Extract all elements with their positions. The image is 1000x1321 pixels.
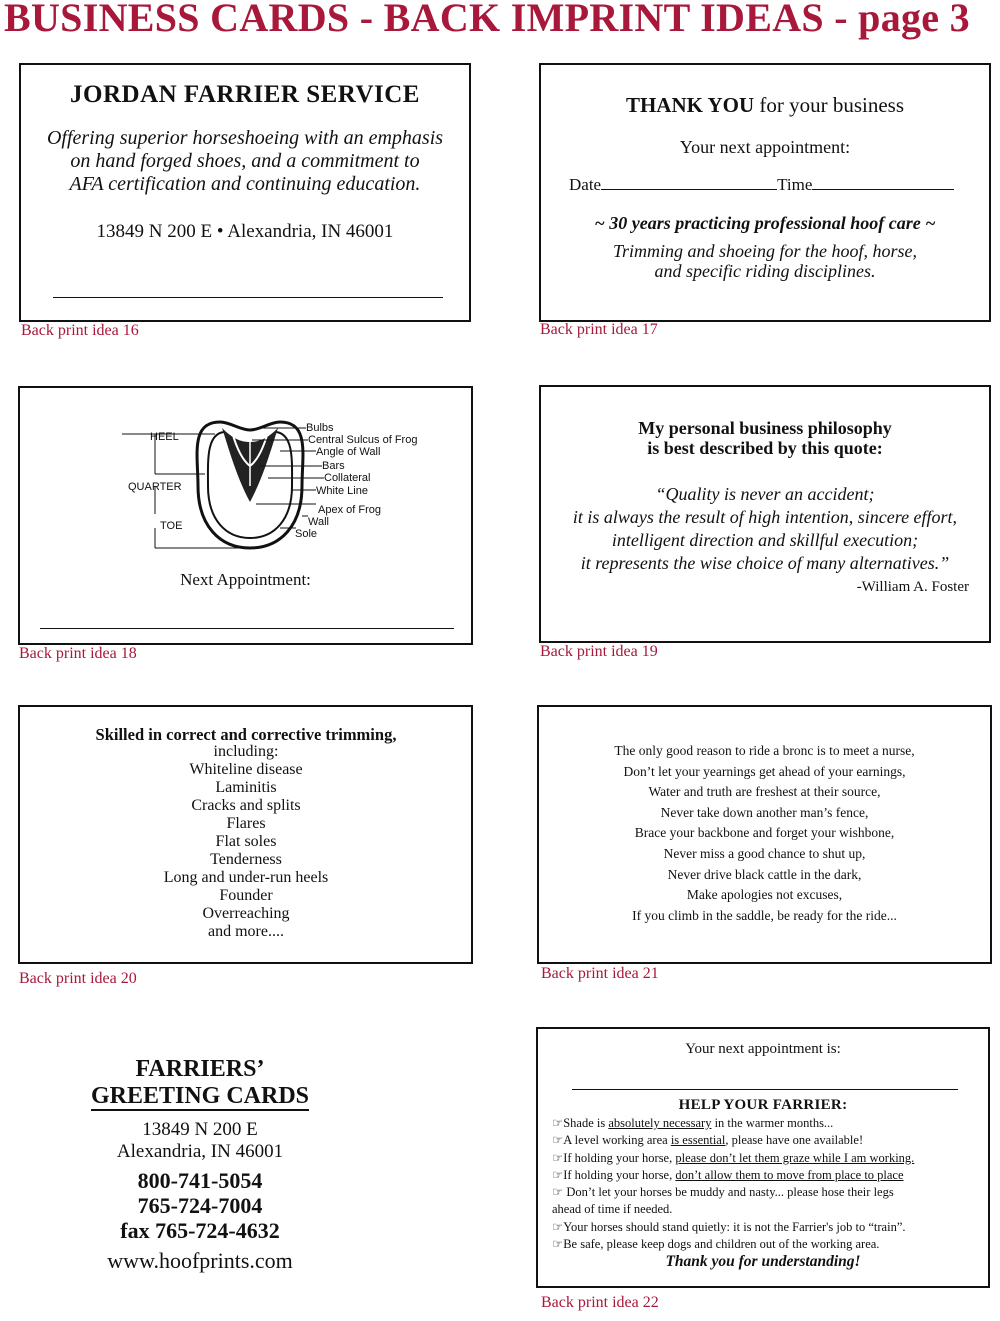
label-sole: Sole bbox=[295, 528, 318, 540]
list-item: Tenderness bbox=[210, 851, 282, 868]
list-item: including: bbox=[213, 743, 279, 760]
list-item: Never take down another man’s fence, bbox=[660, 804, 869, 820]
card-17-years: ~ 30 years practicing professional hoof care ~ bbox=[594, 213, 936, 233]
card-17-thank-you: THANK YOU for your business bbox=[625, 93, 905, 117]
list-item: Founder bbox=[219, 887, 273, 904]
hand-pointer-icon: ☞ bbox=[552, 1167, 564, 1182]
card-22-tips bbox=[552, 1115, 982, 1253]
promo-website: www.hoofprints.com bbox=[107, 1248, 293, 1273]
list-item: Whiteline disease bbox=[189, 761, 303, 778]
caption-idea-17: Back print idea 17 bbox=[540, 321, 658, 338]
list-item: ☞If holding your horse, please don’t let them graze while I am working. bbox=[552, 1150, 915, 1165]
card-18-appointment-line bbox=[40, 628, 454, 629]
label-central-sulcus: Central Sulcus of Frog bbox=[308, 434, 418, 446]
label-wall: Wall bbox=[308, 516, 329, 528]
promo-phones: 800-741-5054 765-724-7004 fax 765-724-4632 bbox=[120, 1168, 280, 1243]
hand-pointer-icon: ☞ bbox=[552, 1150, 564, 1165]
list-item: Flares bbox=[226, 815, 266, 832]
promo-heading: FARRIERS’ GREETING CARDS bbox=[90, 1056, 310, 1109]
list-item: The only good reason to ride a bronc is to meet a nurse, bbox=[614, 743, 915, 758]
label-collateral: Collateral bbox=[324, 472, 371, 484]
card-19-author: -William A. Foster bbox=[856, 579, 969, 595]
list-item: Cracks and splits bbox=[191, 797, 301, 814]
caption-idea-21: Back print idea 21 bbox=[541, 965, 659, 982]
page-title: BUSINESS CARDS - BACK IMPRINT IDEAS - page 3 bbox=[4, 0, 970, 40]
list-item: Laminitis bbox=[215, 779, 277, 796]
card-16-address: 13849 N 200 E • Alexandria, IN 46001 bbox=[96, 221, 394, 242]
list-item: Brace your backbone and forget your wishbone, bbox=[634, 825, 895, 841]
card-idea-19 bbox=[539, 385, 991, 643]
list-item: ☞If holding your horse, don’t allow them to move from place to place bbox=[552, 1167, 904, 1182]
hand-pointer-icon: ☞ bbox=[552, 1133, 564, 1148]
card-idea-21 bbox=[537, 705, 992, 964]
list-item: If you climb in the saddle, be ready for the ride... bbox=[632, 907, 897, 923]
label-white-line: White Line bbox=[316, 485, 368, 497]
list-item: ☞Shade is absolutely necessary in the warmer months... bbox=[552, 1116, 834, 1130]
label-angle-of-wall: Angle of Wall bbox=[316, 446, 381, 458]
label-toe: TOE bbox=[160, 520, 183, 532]
label-bars: Bars bbox=[322, 460, 345, 472]
card-17-trimming: Trimming and shoeing for the hoof, horse, and specific riding disciplines. bbox=[612, 241, 917, 281]
caption-idea-22: Back print idea 22 bbox=[541, 1294, 659, 1311]
card-20-list bbox=[20, 743, 472, 941]
list-item: and more.... bbox=[208, 923, 284, 940]
caption-idea-18: Back print idea 18 bbox=[19, 645, 137, 662]
label-bulbs: Bulbs bbox=[306, 422, 334, 434]
card-20-heading: Skilled in correct and corrective trimming, bbox=[95, 725, 397, 744]
card-16-title: JORDAN FARRIER SERVICE bbox=[70, 81, 420, 108]
card-19-quote: “Quality is never an accident; it is always the result of high intention, sincere effort, intelligent direction and skillful execution; it represents the wise choice of many alternatives.” bbox=[572, 484, 958, 573]
card-17-next-appointment: Your next appointment: bbox=[679, 137, 851, 157]
list-item: Never drive black cattle in the dark, bbox=[667, 866, 862, 882]
card-idea-16 bbox=[19, 63, 471, 322]
hand-pointer-icon: ☞ bbox=[552, 1116, 564, 1130]
hand-pointer-icon: ☞ bbox=[552, 1219, 564, 1234]
caption-idea-16: Back print idea 16 bbox=[21, 322, 139, 339]
caption-idea-20: Back print idea 20 bbox=[19, 970, 137, 987]
card-idea-22 bbox=[536, 1027, 990, 1288]
list-item: Flat soles bbox=[215, 833, 277, 850]
card-19-heading: My personal business philosophy is best described by this quote: bbox=[638, 418, 892, 458]
card-22-thanks: Thank you for understanding! bbox=[665, 1253, 861, 1270]
label-heel: HEEL bbox=[150, 431, 179, 443]
card-21-sayings bbox=[539, 741, 990, 926]
list-item: ahead of time if needed. bbox=[552, 1202, 673, 1217]
card-idea-20 bbox=[18, 705, 473, 964]
list-item: ☞Be safe, please keep dogs and children out of the working area. bbox=[552, 1237, 880, 1252]
list-item: Long and under-run heels bbox=[163, 869, 329, 886]
list-item: ☞A level working area is essential, please have one available! bbox=[552, 1133, 864, 1148]
promo-address: 13849 N 200 E Alexandria, IN 46001 bbox=[116, 1119, 284, 1162]
list-item: Make apologies not excuses, bbox=[686, 887, 843, 903]
card-22-next-appointment: Your next appointment is: bbox=[685, 1041, 841, 1057]
card-22-appointment-line bbox=[572, 1089, 958, 1090]
card-16-description: Offering superior horseshoeing with an emphasis on hand forged shoes, and a commitment to AFA certification and continuing education. bbox=[46, 127, 444, 195]
label-quarter: QUARTER bbox=[128, 481, 182, 493]
list-item: Don’t let your yearnings get ahead of your earnings, bbox=[623, 763, 906, 779]
card-idea-17 bbox=[539, 63, 991, 322]
card-idea-18 bbox=[18, 386, 473, 645]
list-item: Never miss a good chance to shut up, bbox=[663, 845, 866, 861]
list-item: Overreaching bbox=[202, 905, 290, 922]
card-16-signature-line bbox=[53, 297, 443, 298]
card-18-next-appointment: Next Appointment: bbox=[180, 570, 311, 589]
card-17-date-time-row: Date Time bbox=[569, 175, 954, 195]
list-item: ☞Your horses should stand quietly: it is not the Farrier's job to “train”. bbox=[552, 1219, 906, 1234]
card-22-help-heading: HELP YOUR FARRIER: bbox=[678, 1097, 848, 1113]
hand-pointer-icon: ☞ bbox=[552, 1237, 564, 1252]
hand-pointer-icon: ☞ bbox=[552, 1185, 564, 1200]
list-item: Water and truth are freshest at their source, bbox=[648, 784, 881, 800]
label-apex-of-frog: Apex of Frog bbox=[318, 504, 381, 516]
caption-idea-19: Back print idea 19 bbox=[540, 643, 658, 660]
list-item: ☞ Don’t let your horses be muddy and nasty... please hose their legs bbox=[552, 1185, 894, 1200]
